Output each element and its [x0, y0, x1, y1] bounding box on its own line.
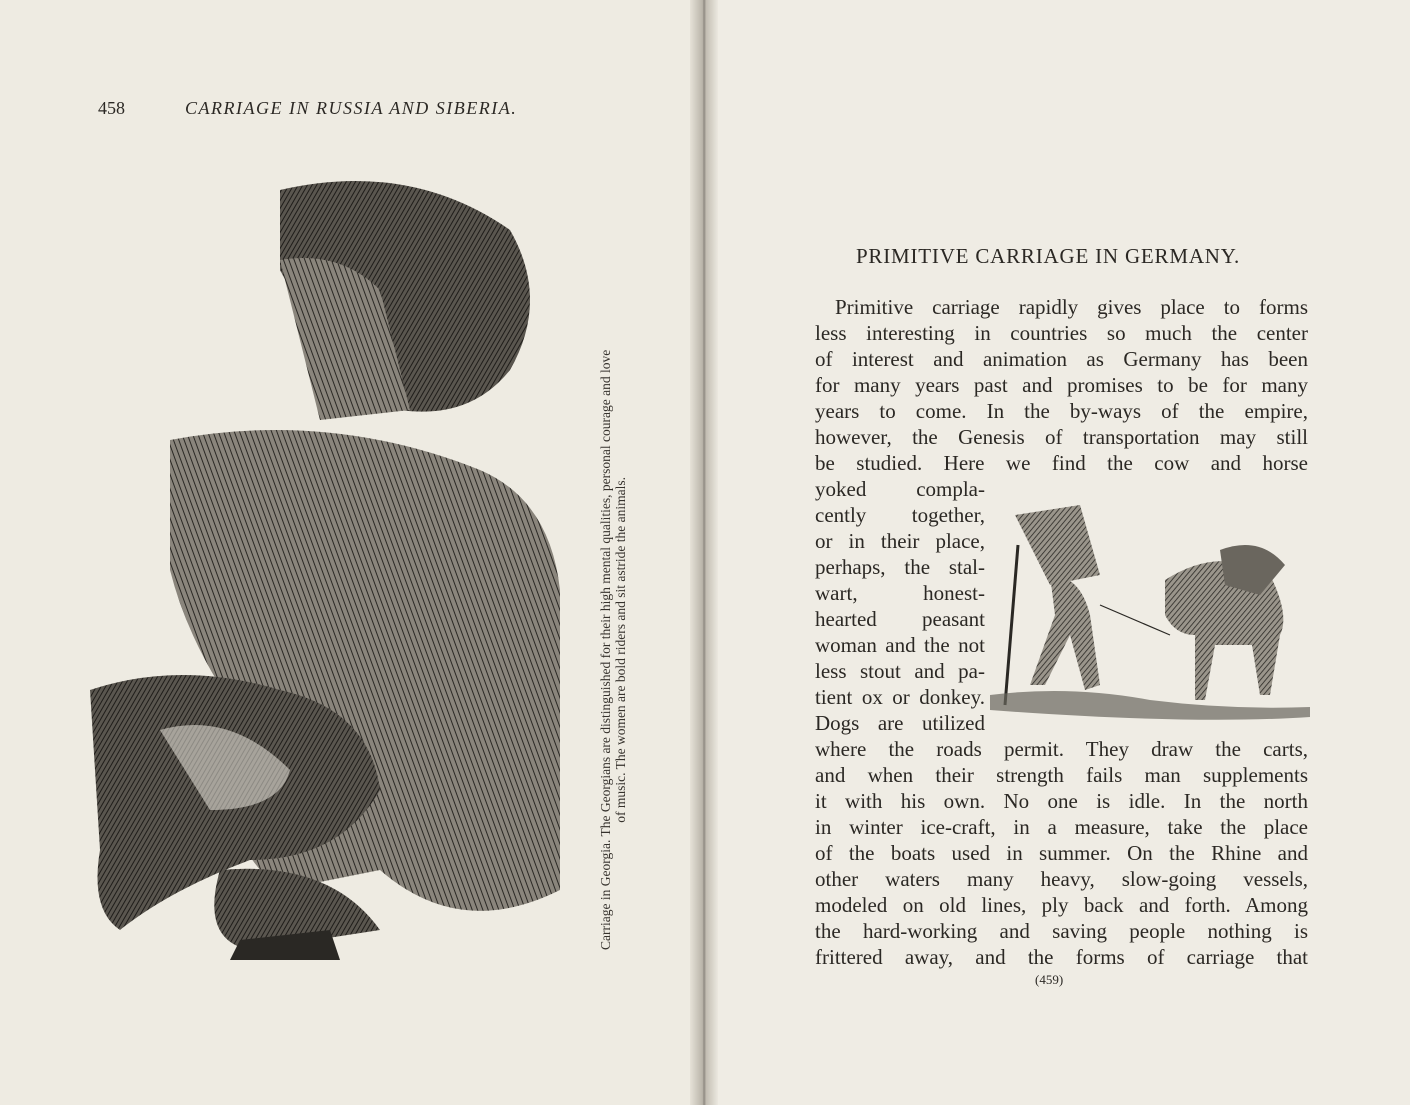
text-line: yoked compla- [815, 477, 985, 501]
text-line: the hard-working and saving people nothing is [815, 919, 1308, 943]
text-line: woman and the not [815, 633, 985, 657]
text-line: however, the Genesis of transportation may still [815, 425, 1308, 449]
page-number-459: (459) [1035, 972, 1064, 987]
text-line: other waters many heavy, slow-going vessels, [815, 867, 1308, 891]
caption-line-1: Carriage in Georgia. The Georgians are distinguished for their high mental qualities, personal courage and love [598, 349, 613, 950]
text-line: of the boats used in summer. On the Rhine and [815, 841, 1308, 865]
chapter-title: PRIMITIVE CARRIAGE IN GERMANY. [855, 244, 1241, 268]
text-line: in winter ice-craft, in a measure, take the place [815, 815, 1308, 839]
text-line: and when their strength fails man supplements [815, 763, 1308, 787]
illustration-caption [598, 350, 628, 950]
text-line: modeled on old lines, ply back and forth. Among [815, 893, 1308, 917]
text-line: where the roads permit. They draw the carts, [815, 737, 1308, 761]
text-line: less interesting in countries so much the center [815, 321, 1308, 345]
peasant-and-donkey-illustration [990, 485, 1310, 725]
text-line: or in their place, [815, 529, 985, 553]
caption-line-2: of music. The women are bold riders and sit astride the animals. [613, 477, 628, 823]
text-line: perhaps, the stal- [815, 555, 985, 579]
text-line: Dogs are utilized [815, 711, 985, 735]
text-line: of interest and animation as Germany has been [815, 347, 1308, 371]
book-gutter [690, 0, 718, 1105]
text-line: wart, honest- [815, 581, 985, 605]
text-line: be studied. Here we find the cow and horse [815, 451, 1308, 475]
text-line: less stout and pa- [815, 659, 985, 683]
text-line: Primitive carriage rapidly gives place to forms [835, 295, 1308, 319]
georgia-engraving-illustration [80, 170, 580, 960]
text-line: hearted peasant [815, 607, 985, 631]
text-line: cently together, [815, 503, 985, 527]
page-number: 458 [98, 98, 125, 118]
text-line: years to come. In the by-ways of the empire, [815, 399, 1308, 423]
text-line: it with his own. No one is idle. In the north [815, 789, 1308, 813]
text-line: for many years past and promises to be for many [815, 373, 1308, 397]
text-line: tient ox or donkey. [815, 685, 985, 709]
running-head: CARRIAGE IN RUSSIA AND SIBERIA. [185, 98, 518, 118]
text-line: frittered away, and the forms of carriage that [815, 945, 1308, 969]
